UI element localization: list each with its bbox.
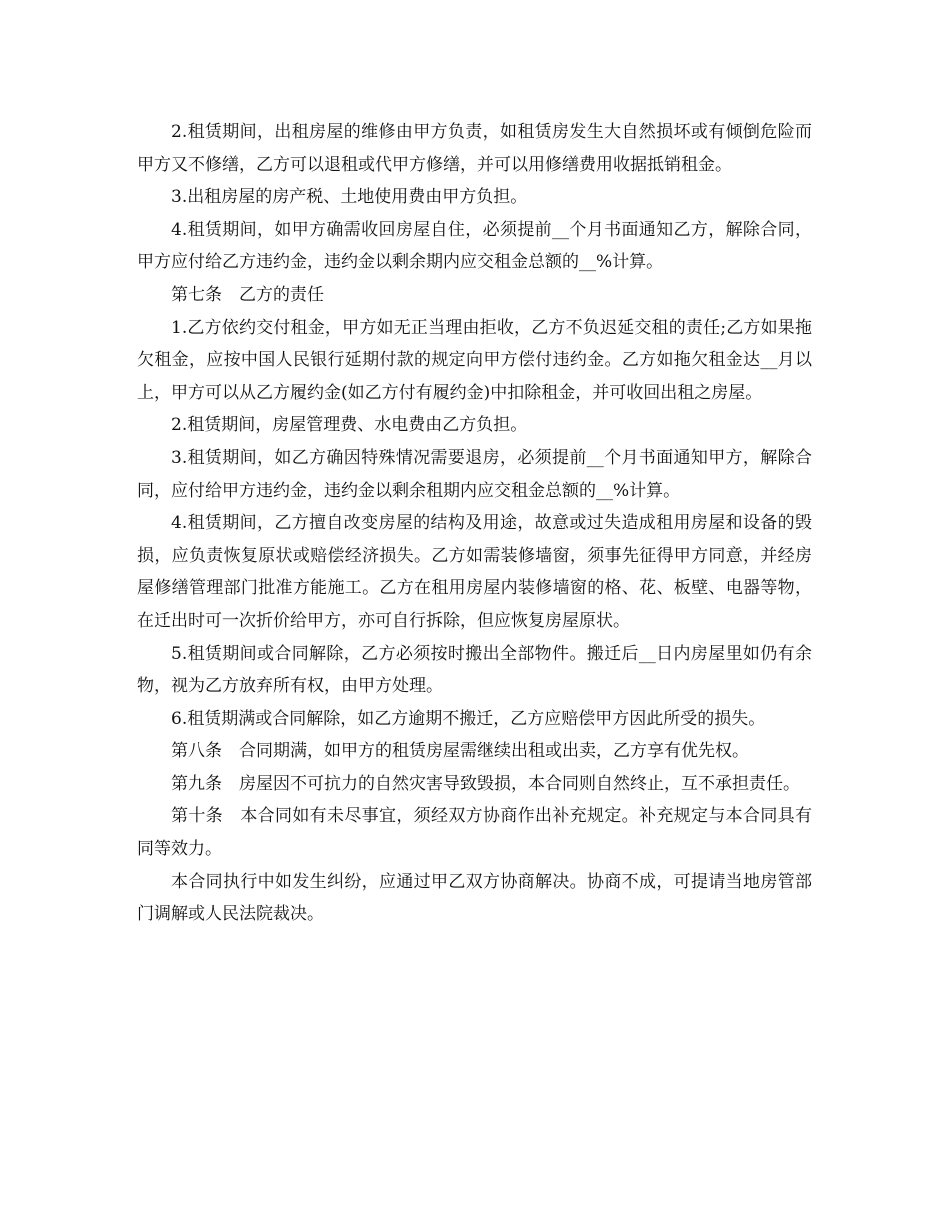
clause-7-item-2: 2.租赁期间，房屋管理费、水电费由乙方负担。 xyxy=(171,415,528,436)
clause-7-item-6: 6.租赁期满或合同解除，如乙方逾期不搬迁，乙方应赔偿甲方因此所受的损失。 xyxy=(171,708,766,729)
clause-7-item-5: 5.租赁期间或合同解除，乙方必须按时搬出全部物件。搬迁后__日内房屋里如仍有余物，视为乙方放弃所有权，由甲方处理。 xyxy=(137,643,812,697)
dispute-resolution: 本合同执行中如发生纠纷，应通过甲乙双方协商解决。协商不成，可提请当地房管部门调解或人民法院裁决。 xyxy=(137,871,812,925)
clause-6-item-3: 3.出租房屋的房产税、土地使用费由甲方负担。 xyxy=(171,187,528,208)
clause-9: 第九条 房屋因不可抗力的自然灾害导致毁损，本合同则自然终止，互不承担责任。 xyxy=(171,773,800,794)
clause-7-item-3: 3.租赁期间，如乙方确因特殊情况需要退房，必须提前__个月书面通知甲方，解除合同，应付给甲方违约金，违约金以剩余租期内应交租金总额的__%计算。 xyxy=(137,447,812,501)
clause-6-item-4: 4.租赁期间，如甲方确需收回房屋自住，必须提前__个月书面通知乙方，解除合同，甲方应付给乙方违约金，违约金以剩余期内应交租金总额的__%计算。 xyxy=(137,219,812,273)
clause-8: 第八条 合同期满，如甲方的租赁房屋需继续出租或出卖，乙方享有优先权。 xyxy=(171,741,749,762)
clause-7-item-4: 4.租赁期间，乙方擅自改变房屋的结构及用途，故意或过失造成租用房屋和设备的毁损，应负责恢复原状或赔偿经济损失。乙方如需装修墙窗，须事先征得甲方同意，并经房屋修缮管理部门批准方能施工。乙方在租用房屋内装修墙窗的格、花、板壁、电器等物，在迁出时可一次折价给甲方，亦可自行拆除，但应恢复房屋原状。 xyxy=(137,513,812,631)
clause-7-heading: 第七条 乙方的责任 xyxy=(171,284,324,305)
clause-7-item-1: 1.乙方依约交付租金，甲方如无正当理由拒收，乙方不负迟延交租的责任;乙方如果拖欠租金，应按中国人民银行延期付款的规定向甲方偿付违约金。乙方如拖欠租金达__月以上，甲方可以从乙方履约金(如乙方付有履约金)中扣除租金，并可收回出租之房屋。 xyxy=(137,317,812,403)
clause-6-item-2: 2.租赁期间，出租房屋的维修由甲方负责，如租赁房发生大自然损坏或有倾倒危险而甲方又不修缮，乙方可以退租或代甲方修缮，并可以用修缮费用收据抵销租金。 xyxy=(137,122,812,175)
clause-10: 第十条 本合同如有未尽事宜，须经双方协商作出补充规定。补充规定与本合同具有同等效力。 xyxy=(137,806,812,860)
document-body xyxy=(137,116,812,931)
